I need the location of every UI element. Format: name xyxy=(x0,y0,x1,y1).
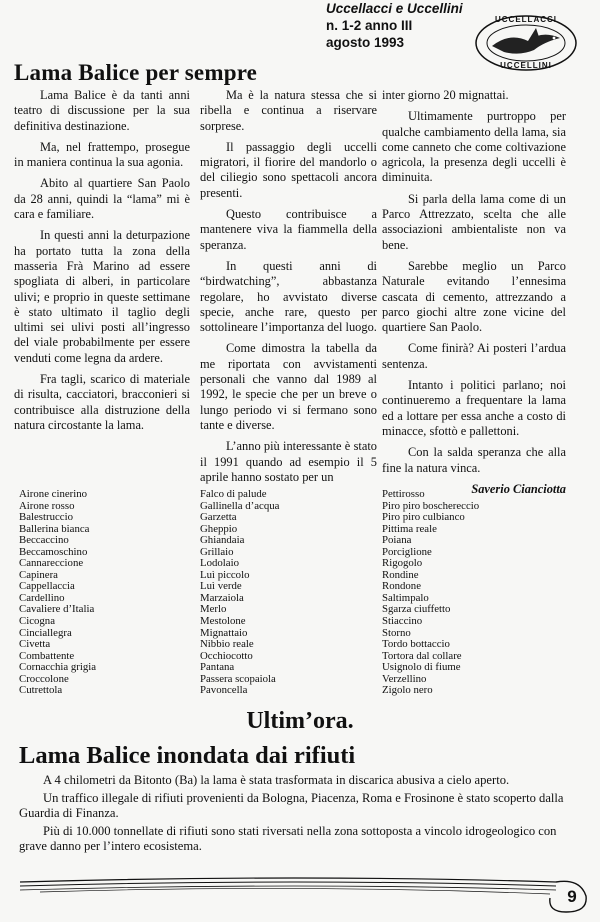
paragraph: Ma, nel frattempo, prosegue in maniera continua la sua agonia. xyxy=(14,139,190,170)
species-item: Porciglione xyxy=(382,545,432,558)
issue-date: agosto 1993 xyxy=(326,35,405,50)
svg-text:UCCELLACCI: UCCELLACCI xyxy=(495,15,557,24)
species-item: Poiana xyxy=(382,534,412,547)
species-list-2 xyxy=(200,489,279,697)
paragraph: A 4 chilometri da Bitonto (Ba) la lama è stata trasformata in discarica abusiva a cielo aperto. xyxy=(43,773,510,787)
species-item: Combattente xyxy=(19,649,75,662)
species-item: Lodolaio xyxy=(200,557,239,570)
species-item: Tortora dal collare xyxy=(382,649,462,662)
magazine-name: Uccellacci e Uccellini xyxy=(326,1,463,16)
paragraph: Fra tagli, scarico di materiale di risulta, cacciatori, bracconieri si contribuisce alla distruzione della natura circostante la lama. xyxy=(14,372,190,432)
species-item: Ballerina bianca xyxy=(19,522,90,535)
species-item: Pantana xyxy=(200,661,235,674)
paragraph: Ultimamente purtroppo per qualche cambiamento della lama, sia come canneto che come coltivazione agricola, la presenza degli uccelli è diminuita. xyxy=(382,109,566,185)
paragraph: Come finirà? Ai posteri l’ardua sentenza. xyxy=(382,341,566,371)
species-item: Grillaio xyxy=(200,545,234,558)
paragraph: In questi anni di “birdwatching”, abbastanza regolare, ho avvistato diverse specie, anche rare, questo per sottolineare l’importanza del luogo. xyxy=(200,258,377,335)
species-item: Piro piro culbianco xyxy=(382,511,465,524)
species-item: Luì verde xyxy=(200,580,242,593)
species-item: Airone rosso xyxy=(19,499,75,512)
paragraph: inter giorno 20 mignattai. xyxy=(382,88,509,102)
species-item: Airone cinerino xyxy=(19,488,88,500)
species-item: Croccolone xyxy=(19,672,69,685)
paragraph: Il passaggio degli uccelli migratori, il fiorire del mandorlo o del ciliegio sono spettacoli ancora presenti. xyxy=(200,139,377,200)
species-item: Gallinella d’acqua xyxy=(200,499,280,512)
article-column-2 xyxy=(200,88,377,491)
news-body xyxy=(19,773,567,857)
species-item: Saltimpalo xyxy=(382,591,429,604)
species-item: Beccamoschino xyxy=(19,545,88,558)
article-author: Saverio Cianciotta xyxy=(471,481,566,496)
species-item: Capinera xyxy=(19,568,58,581)
species-item: Pavoncella xyxy=(200,684,248,697)
footer-ornament xyxy=(0,868,600,918)
species-item: Rondone xyxy=(382,580,421,593)
paragraph: Ma è la natura stessa che si ribella e continua a riservare sorprese. xyxy=(200,88,377,133)
species-item: Sgarza ciuffetto xyxy=(382,603,451,616)
paragraph: Più di 10.000 tonnellate di rifiuti sono stati riversati nella zona sottoposta a vincolo idrogeologico con grave danno per l’intero ecosistema. xyxy=(19,823,557,854)
species-item: Luì piccolo xyxy=(200,568,250,581)
species-item: Ghiandaia xyxy=(200,534,245,547)
species-item: Nibbio reale xyxy=(200,638,254,651)
svg-text:UCCELLINI: UCCELLINI xyxy=(500,61,552,70)
species-item: Verzellino xyxy=(382,672,427,685)
species-item: Cutrettola xyxy=(19,684,63,697)
paragraph: Lama Balice è da tanti anni teatro di discussione per la sua definitiva destinazione. xyxy=(14,88,190,133)
species-item: Beccaccino xyxy=(19,534,69,547)
species-item: Rondine xyxy=(382,568,419,581)
species-item: Garzetta xyxy=(200,511,237,524)
paragraph: Con la salda speranza che alla fine la natura vinca. xyxy=(382,445,566,475)
paragraph: Intanto i politici parlano; noi continueremo a frequentare la lama ed a lottare per essa anche a costo di minacce, sfottò e pallettoni. xyxy=(382,378,566,438)
paragraph: Come dimostra la tabella da me riportata con avvistamenti personali che vanno dal 1989 al 1992, le specie che per un breve o lungo periodo vi si fermano sono tante e diverse. xyxy=(200,341,377,432)
species-item: Cinciallegra xyxy=(19,626,72,639)
species-item: Storno xyxy=(382,626,411,639)
breaking-news-kicker: Ultim’ora. xyxy=(246,708,354,734)
page-number: 9 xyxy=(567,887,577,906)
species-item: Rigogolo xyxy=(382,557,423,570)
species-item: Cornacchia grigia xyxy=(19,661,97,674)
paragraph: Un traffico illegale di rifiuti provenienti da Bologna, Piacenza, Roma e Frosinone è stato scoperto dalla Guardia di Finanza. xyxy=(19,790,564,821)
species-item: Stiaccino xyxy=(382,615,423,628)
news-title: Lama Balice inondata dai rifiuti xyxy=(19,742,356,769)
species-item: Cannareccione xyxy=(19,557,84,570)
species-item: Occhiocotto xyxy=(200,649,253,662)
paragraph: L’anno più interessante è stato il 1991 quando ad esempio il 5 aprile hanno sostato per un xyxy=(200,439,377,484)
species-item: Piro piro boschereccio xyxy=(382,499,480,512)
species-item: Cicogna xyxy=(19,615,55,628)
article-title: Lama Balice per sempre xyxy=(14,60,258,85)
paragraph: Sarebbe meglio un Parco Naturale evitando l’ennesima cascata di cemento, attrezzando a parco giochi altre zone vicine del quartiere San Paolo. xyxy=(382,258,566,335)
species-item: Zigolo nero xyxy=(382,684,433,697)
species-item: Cavaliere d’Italia xyxy=(19,603,95,616)
paragraph: Abito al quartiere San Paolo da 28 anni, quindi la “lama” mi è cara e familiare. xyxy=(14,176,190,222)
species-item: Civetta xyxy=(19,638,51,651)
species-item: Mignattaio xyxy=(200,626,248,639)
article-column-3 xyxy=(382,88,566,497)
issue-number: n. 1-2 anno III xyxy=(326,18,413,33)
species-item: Tordo bottaccio xyxy=(382,638,450,651)
species-list-3 xyxy=(382,489,479,697)
species-item: Balestruccio xyxy=(19,511,73,524)
species-item: Gheppio xyxy=(200,522,238,535)
magazine-header xyxy=(326,0,476,51)
species-item: Cappellaccia xyxy=(19,580,75,593)
species-list-1 xyxy=(19,489,96,697)
species-item: Passera scopaiola xyxy=(200,672,276,685)
species-item: Cardellino xyxy=(19,591,65,604)
species-item: Merlo xyxy=(200,603,227,616)
species-item: Falco di palude xyxy=(200,488,267,500)
species-item: Usignolo di fiume xyxy=(382,661,461,674)
species-item: Mestolone xyxy=(200,615,246,628)
paragraph: Questo contribuisce a mantenere viva la fiammella della speranza. xyxy=(200,207,377,252)
article-column-1 xyxy=(14,88,190,439)
species-item: Marzaiola xyxy=(200,591,244,604)
paragraph: In questi anni la deturpazione ha portato tutta la zona della masseria Frà Marino ad essere spogliata di alberi, in particolare ulivi; e proprio in queste settimane è stato ultimato il taglio degli ultimi sei ulivi posti all’ingresso del viale probabilmente per essere venduti come legna da ardere. xyxy=(14,228,190,365)
species-item: Pittima reale xyxy=(382,522,437,535)
paragraph: Si parla della lama come di un Parco Attrezzato, scelta che alle associazioni ambientaliste non va bene. xyxy=(382,191,566,252)
species-item: Pettirosso xyxy=(382,488,425,500)
magazine-logo xyxy=(470,8,582,78)
